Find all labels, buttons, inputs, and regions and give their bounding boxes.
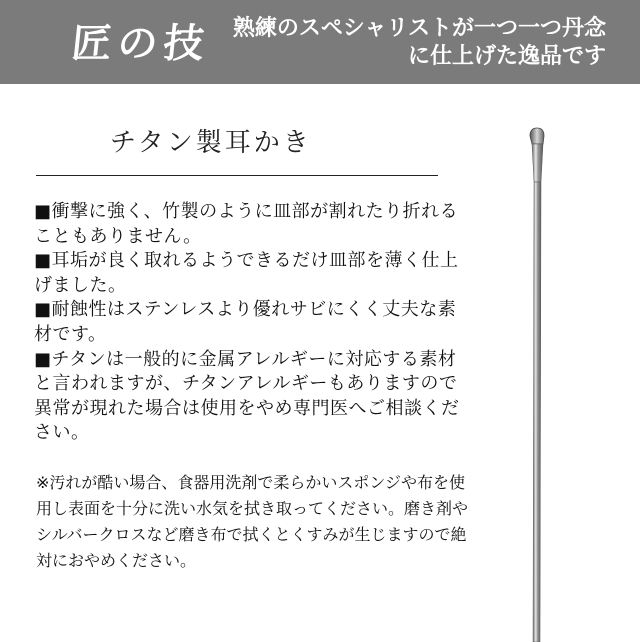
tagline: 熟練のスペシャリストが一つ一つ丹念に仕上げた逸品です <box>232 15 606 69</box>
feature-item: ■耳垢が良く取れるようできるだけ皿部を薄く仕上げました。 <box>34 250 459 296</box>
feature-item: ■衝撃に強く、竹製のように皿部が割れたり折れることもありません。 <box>34 201 459 247</box>
feature-item: ■耐蝕性はステンレスより優れサビにくく丈夫な素材です。 <box>34 299 457 345</box>
care-note: ※汚れが酷い場合、食器用洗剤で柔らかいスポンジや布を使用し表面を十分に洗い水気を拭き取ってください。磨き剤やシルバークロスなど磨き布で拭くとくすみが生じますので絶対におやめください。 <box>36 473 469 570</box>
logo-text: 匠の技 <box>69 20 213 67</box>
ear-pick-image <box>508 122 568 642</box>
feature-list <box>34 200 474 446</box>
feature-item: ■チタンは一般的に金属アレルギーに対応する素材と言われますが、チタンアレルギーもありますので異常が現れた場合は使用をやめ専門医へご相談ください。 <box>34 348 460 444</box>
header-banner <box>0 0 640 84</box>
product-title: チタン製耳かき <box>110 128 312 158</box>
title-divider <box>36 175 438 176</box>
